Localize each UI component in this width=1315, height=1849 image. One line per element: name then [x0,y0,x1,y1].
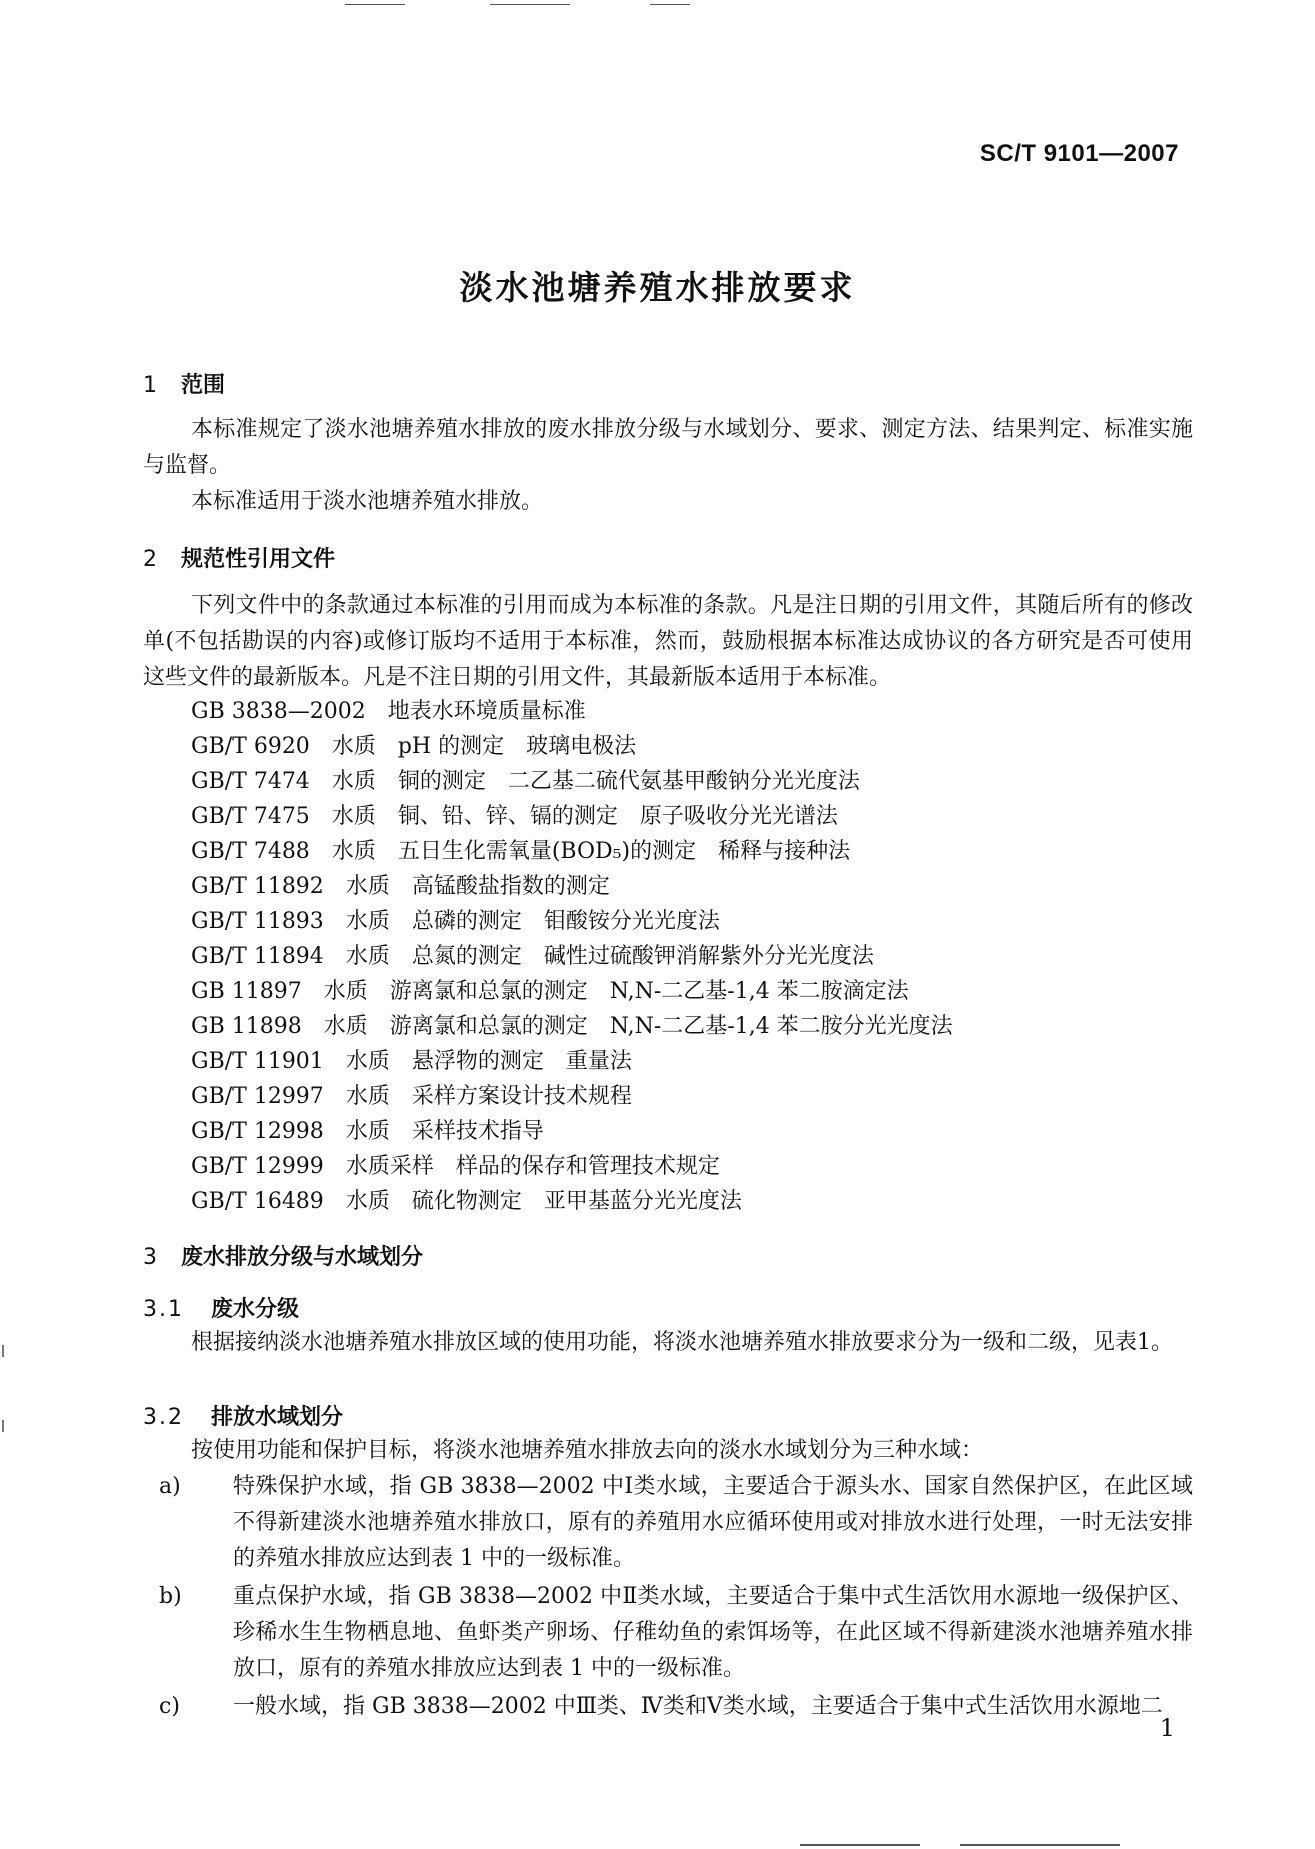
reference-item [191,1149,720,1180]
reference-code: GB/T 11893 [191,909,324,934]
reference-code: GB/T 11892 [191,874,324,899]
reference-title: 水质 铜的测定 二乙基二硫代氨基甲酸钠分光光度法 [331,769,860,794]
scan-artifact-edge [2,1420,4,1432]
scan-artifact-bottom [960,1844,1120,1846]
section-title: 范围 [181,373,226,398]
reference-item [191,869,610,900]
subsection-title: 排放水域划分 [211,1405,344,1430]
reference-title: 水质 总氮的测定 碱性过硫酸钾消解紫外分光光度法 [345,944,874,969]
section-2-intro: 下列文件中的条款通过本标准的引用而成为本标准的条款。凡是注日期的引用文件，其随后所有的修改单(不包括勘误的内容)或修订版均不适用于本标准，然而，鼓励根据本标准达成协议的各方研究是否可使用这些文件的最新版本。凡是不注日期的引用文件，其最新版本适用于本标准。 [143,593,1193,690]
subsection-title: 废水分级 [211,1297,300,1322]
reference-code: GB 11898 [191,1014,302,1039]
section-title: 规范性引用文件 [181,547,336,572]
list-marker: a) [159,1474,181,1499]
section-number: 2 [143,547,157,572]
reference-code: GB/T 6920 [191,734,310,759]
section-1-heading [143,368,225,399]
list-marker: c) [159,1694,180,1719]
reference-title: 水质 悬浮物的测定 重量法 [345,1049,632,1074]
reference-code: GB 3838—2002 [191,699,366,724]
reference-title: 水质 采样方案设计技术规程 [345,1084,632,1109]
list-item-text: 一般水域，指 GB 3838—2002 中Ⅲ类、Ⅳ类和Ⅴ类水域，主要适合于集中式生活饮用水源地二 [233,1694,1163,1719]
reference-title: 水质 铜、铅、锌、镉的测定 原子吸收分光光谱法 [331,804,838,829]
list-item [143,1689,1193,1725]
reference-title: 水质 pH 的测定 玻璃电极法 [331,734,637,759]
scan-artifact-top [345,4,405,5]
reference-title: 水质 高锰酸盐指数的测定 [345,874,610,899]
subsection-number: 3.2 [143,1405,184,1430]
subsection-number: 3.1 [143,1297,184,1322]
scan-artifact-edge [2,1345,4,1357]
standard-code: SC/T 9101—2007 [979,140,1179,167]
reference-item [191,1079,632,1110]
page-number: 1 [1159,1714,1175,1742]
reference-code: GB/T 7474 [191,769,310,794]
reference-item [191,694,586,725]
reference-title: 水质 游离氯和总氯的测定 N,N-二乙基-1,4 苯二胺分光光度法 [323,1014,953,1039]
reference-title: 水质采样 样品的保存和管理技术规定 [345,1154,720,1179]
reference-code: GB/T 11894 [191,944,324,969]
subsection-3-1-heading [143,1292,299,1323]
reference-item [191,1184,742,1215]
document-title: 淡水池塘养殖水排放要求 [459,268,856,307]
list-item-text: 特殊保护水域，指 GB 3838—2002 中Ⅰ类水域，主要适合于源头水、国家自然保护区，在此区域不得新建淡水池塘养殖水排放口，原有的养殖用水应循环使用或对排放水进行处理，一时无法安排的养殖水排放应达到表 1 中的一级标准。 [233,1474,1193,1571]
scan-artifact-top [490,4,570,5]
subsection-3-2-heading [143,1400,343,1431]
list-item [143,1469,1193,1577]
section-2-heading [143,542,335,573]
scan-artifact-top [650,4,690,5]
section-3-heading [143,1240,423,1271]
reference-code: GB/T 7475 [191,804,310,829]
reference-item [191,1044,632,1075]
reference-title: 水质 游离氯和总氯的测定 N,N-二乙基-1,4 苯二胺滴定法 [323,979,909,1004]
reference-title: 水质 采样技术指导 [345,1119,544,1144]
reference-item [191,799,838,830]
reference-title: 水质 硫化物测定 亚甲基蓝分光光度法 [345,1189,742,1214]
reference-item [191,904,720,935]
reference-item [191,1009,953,1040]
reference-title: 水质 五日生化需氧量(BOD₅)的测定 稀释与接种法 [331,839,851,864]
subsection-3-2-intro: 按使用功能和保护目标，将淡水池塘养殖水排放去向的淡水水域划分为三种水域： [191,1438,984,1463]
section-number: 1 [143,373,157,398]
reference-item [191,729,636,760]
reference-code: GB/T 12997 [191,1084,324,1109]
reference-item [191,939,874,970]
reference-code: GB/T 11901 [191,1049,324,1074]
reference-title: 水质 总磷的测定 钼酸铵分光光度法 [345,909,720,934]
list-item [143,1579,1193,1687]
reference-code: GB/T 12999 [191,1154,324,1179]
reference-item [191,974,909,1005]
reference-item [191,764,860,795]
reference-item [191,834,850,865]
section-number: 3 [143,1245,157,1270]
list-item-text: 重点保护水域，指 GB 3838—2002 中Ⅱ类水域，主要适合于集中式生活饮用水源地一级保护区、珍稀水生生物栖息地、鱼虾类产卵场、仔稚幼鱼的索饵场等，在此区域不得新建淡水池塘养殖水排放口，原有的养殖水排放应达到表 1 中的一级标准。 [233,1584,1193,1681]
reference-code: GB/T 7488 [191,839,310,864]
subsection-3-1-text: 根据接纳淡水池塘养殖水排放区域的使用功能，将淡水池塘养殖水排放要求分为一级和二级，见表1。 [191,1330,1174,1355]
section-title: 废水排放分级与水域划分 [181,1245,424,1270]
reference-item [191,1114,544,1145]
section-1-paragraph: 本标准规定了淡水池塘养殖水排放的废水排放分级与水域划分、要求、测定方法、结果判定、标准实施与监督。 [143,417,1193,478]
section-1-paragraph: 本标准适用于淡水池塘养殖水排放。 [191,489,544,514]
reference-title: 地表水环境质量标准 [387,699,586,724]
reference-code: GB 11897 [191,979,302,1004]
scan-artifact-bottom [800,1844,920,1846]
reference-code: GB/T 16489 [191,1189,324,1214]
list-marker: b) [159,1584,182,1609]
reference-code: GB/T 12998 [191,1119,324,1144]
